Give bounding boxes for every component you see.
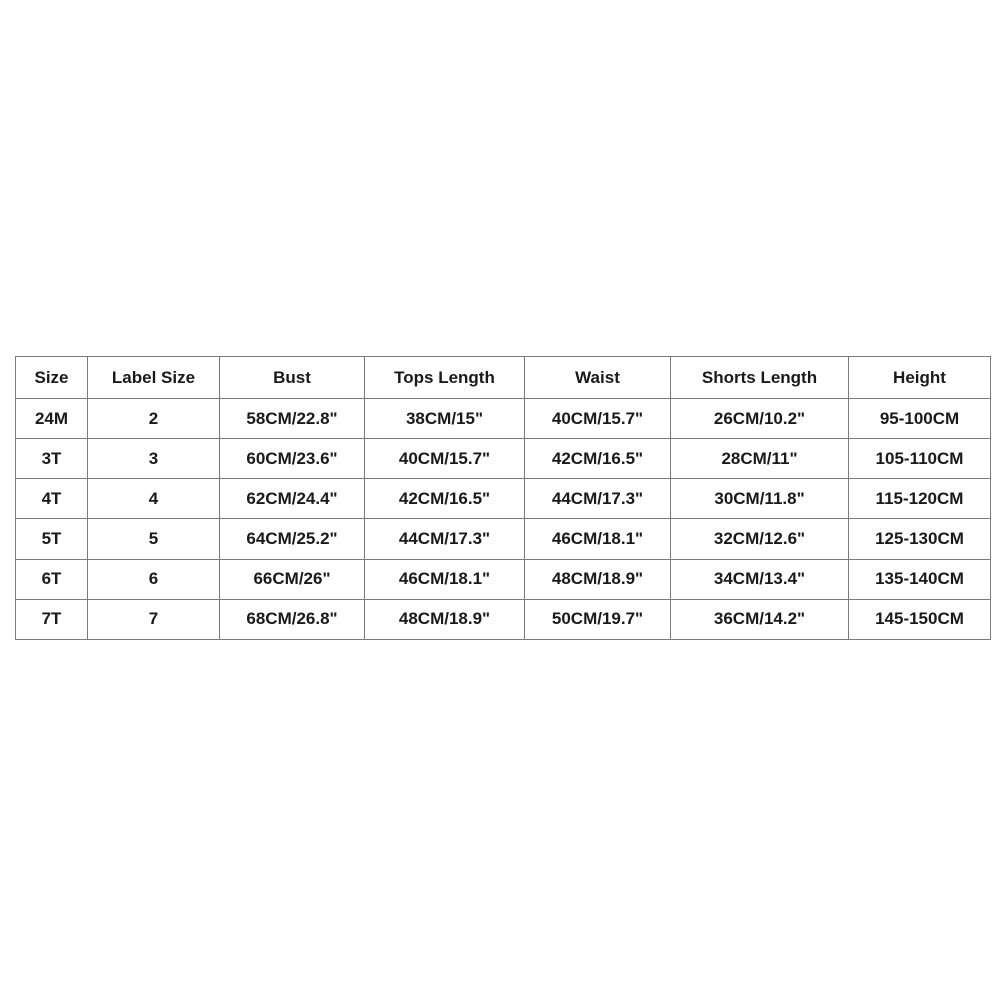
- header-shorts-length: Shorts Length: [671, 357, 849, 399]
- cell-label-size: 7: [88, 599, 220, 639]
- cell-shorts-length: 28CM/11": [671, 439, 849, 479]
- cell-size: 7T: [16, 599, 88, 639]
- table-row: [16, 439, 991, 479]
- cell-tops-length: 40CM/15.7": [365, 439, 525, 479]
- cell-height: 115-120CM: [849, 479, 991, 519]
- table-header-row: [16, 357, 991, 399]
- cell-size: 24M: [16, 399, 88, 439]
- cell-tops-length: 48CM/18.9": [365, 599, 525, 639]
- cell-tops-length: 46CM/18.1": [365, 559, 525, 599]
- cell-waist: 42CM/16.5": [525, 439, 671, 479]
- cell-bust: 64CM/25.2": [220, 519, 365, 559]
- cell-size: 5T: [16, 519, 88, 559]
- cell-waist: 40CM/15.7": [525, 399, 671, 439]
- cell-shorts-length: 36CM/14.2": [671, 599, 849, 639]
- cell-label-size: 5: [88, 519, 220, 559]
- cell-tops-length: 42CM/16.5": [365, 479, 525, 519]
- cell-size: 6T: [16, 559, 88, 599]
- header-bust: Bust: [220, 357, 365, 399]
- header-tops-length: Tops Length: [365, 357, 525, 399]
- header-waist: Waist: [525, 357, 671, 399]
- cell-bust: 66CM/26": [220, 559, 365, 599]
- cell-size: 4T: [16, 479, 88, 519]
- cell-bust: 68CM/26.8": [220, 599, 365, 639]
- cell-bust: 60CM/23.6": [220, 439, 365, 479]
- table-row: [16, 479, 991, 519]
- table-row: [16, 519, 991, 559]
- cell-label-size: 2: [88, 399, 220, 439]
- cell-waist: 44CM/17.3": [525, 479, 671, 519]
- cell-waist: 48CM/18.9": [525, 559, 671, 599]
- cell-height: 145-150CM: [849, 599, 991, 639]
- cell-label-size: 3: [88, 439, 220, 479]
- cell-bust: 58CM/22.8": [220, 399, 365, 439]
- cell-bust: 62CM/24.4": [220, 479, 365, 519]
- cell-shorts-length: 32CM/12.6": [671, 519, 849, 559]
- table-row: [16, 559, 991, 599]
- header-size: Size: [16, 357, 88, 399]
- cell-height: 95-100CM: [849, 399, 991, 439]
- header-label-size: Label Size: [88, 357, 220, 399]
- cell-waist: 50CM/19.7": [525, 599, 671, 639]
- cell-shorts-length: 34CM/13.4": [671, 559, 849, 599]
- cell-waist: 46CM/18.1": [525, 519, 671, 559]
- cell-height: 105-110CM: [849, 439, 991, 479]
- header-height: Height: [849, 357, 991, 399]
- table-row: [16, 599, 991, 639]
- cell-size: 3T: [16, 439, 88, 479]
- cell-height: 135-140CM: [849, 559, 991, 599]
- cell-tops-length: 38CM/15": [365, 399, 525, 439]
- cell-tops-length: 44CM/17.3": [365, 519, 525, 559]
- cell-shorts-length: 26CM/10.2": [671, 399, 849, 439]
- table-row: [16, 399, 991, 439]
- cell-shorts-length: 30CM/11.8": [671, 479, 849, 519]
- cell-height: 125-130CM: [849, 519, 991, 559]
- cell-label-size: 6: [88, 559, 220, 599]
- size-chart-table: [15, 356, 991, 640]
- cell-label-size: 4: [88, 479, 220, 519]
